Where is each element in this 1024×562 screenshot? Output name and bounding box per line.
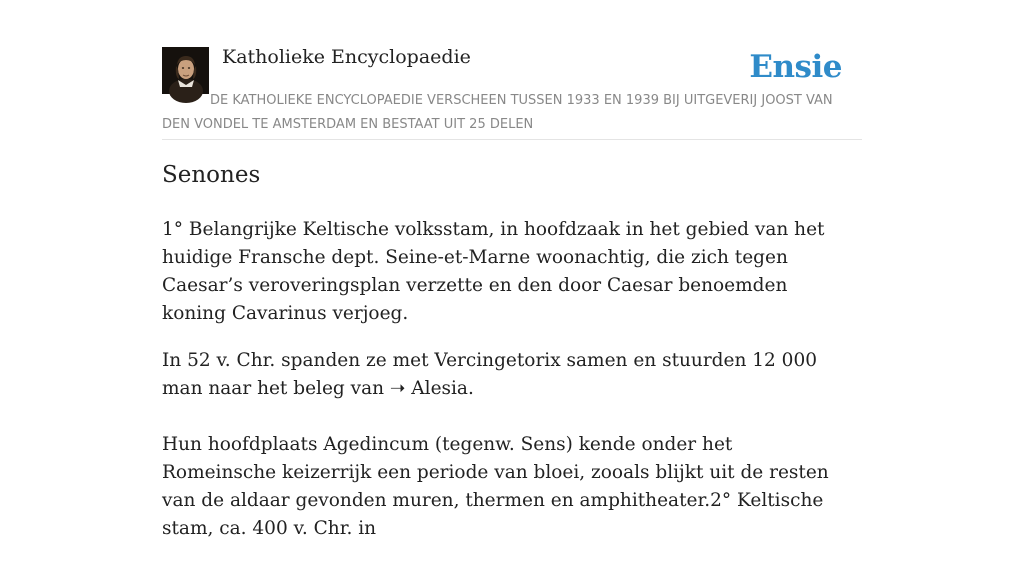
portrait-icon [162,47,209,94]
paragraph: 1° Belangrijke Keltische volksstam, in hoofdzaak in het gebied van het huidige Fransche dept. Seine-et-Marne woonachtig, die zich tegen Caesar’s veroveringsplan verzette en den door Caesar benoemden koning Cavarinus verjoeg. [162,219,825,324]
source-description: DE KATHOLIEKE ENCYCLOPAEDIE VERSCHEEN TUSSEN 1933 EN 1939 BIJ UITGEVERIJ JOOST VAN DEN VONDEL TE AMSTERDAM EN BESTAAT UIT 25 DELEN [162,93,833,132]
ensie-logo[interactable]: Ensie [749,49,842,85]
article-body [162,216,852,562]
paragraph-text: In 52 v. Chr. spanden ze met Vercingetorix samen en stuurden 12 000 man naar het beleg van [162,350,817,399]
article-title: Senones [162,162,261,188]
alesia-link[interactable]: ➝ Alesia [389,378,468,399]
paragraph: Hun hoofdplaats Agedincum (tegenw. Sens) kende onder het Romeinsche keizerrijk een periode van bloei, zooals blijkt uit de resten van de aldaar gevonden muren, thermen en amphitheater.2° Keltische stam, ca. 400 v. Chr. in [162,434,829,539]
source-title[interactable]: Katholieke Encyclopaedie [222,46,471,68]
portrait-avatar[interactable] [162,47,209,94]
paragraph-text: . [467,378,474,399]
paragraph [162,347,852,403]
header-divider [162,139,862,140]
